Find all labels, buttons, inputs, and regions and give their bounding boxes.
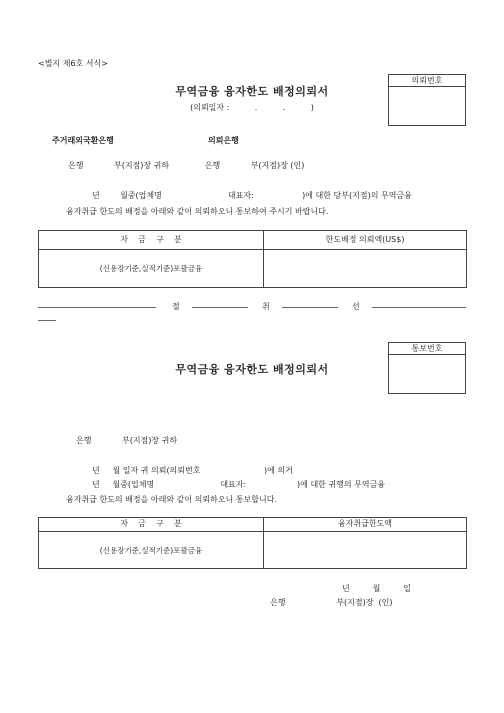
notice-number-label: 통보번호 bbox=[411, 344, 443, 353]
body-line-2: 융자취급 한도의 배정을 아래와 같이 의뢰하오니 통보하여 주시기 바랍니다. bbox=[66, 207, 329, 216]
form-title: 무역금융 융자한도 배정의뢰서 bbox=[175, 85, 329, 98]
fund-category-header-2: 자 금 구 분 bbox=[120, 519, 182, 528]
request-number-box bbox=[388, 74, 466, 126]
loan-limit-header: 융자취급한도액 bbox=[337, 519, 393, 528]
form-reference: <별지 제6호 서식> bbox=[38, 59, 108, 68]
addressee-line-2: 은행 부(지점)장 귀하 bbox=[76, 436, 178, 445]
cut-line-segment bbox=[38, 307, 156, 308]
cut-line-segment bbox=[192, 307, 248, 308]
cut-line-char-3: 선 bbox=[352, 302, 360, 311]
form-title-2: 무역금융 융자한도 배정의뢰서 bbox=[175, 363, 329, 376]
table-header-divider bbox=[39, 531, 466, 532]
notice-number-box-divider bbox=[389, 354, 465, 355]
requested-amount-header: 한도배정 의뢰액(US$) bbox=[325, 235, 405, 244]
cut-line-segment bbox=[282, 307, 338, 308]
body-line-1: 년 월중(업체명 대표자: )에 대한 당부(지점)의 무역금융 bbox=[92, 191, 412, 200]
body-line-2-2: 년 월중(업체명 대표자: )에 대한 귀행의 무역금융 bbox=[92, 480, 386, 489]
fund-category-header: 자 금 구 분 bbox=[120, 235, 182, 244]
cut-line-char-1: 절 bbox=[172, 302, 180, 311]
cut-line-char-2: 취 bbox=[262, 302, 270, 311]
body-line-2-1: 년 월 일자 귀 의뢰(의뢰번호 )에 의거 bbox=[92, 466, 293, 475]
cut-line-segment bbox=[372, 307, 466, 308]
request-number-label: 의뢰번호 bbox=[411, 76, 443, 85]
main-bank-label: 주거래외국환은행 bbox=[52, 136, 114, 145]
table-header-divider bbox=[39, 249, 466, 250]
signature-line: 은행 부(지점)장 (인) bbox=[270, 598, 393, 607]
allocation-table bbox=[38, 230, 467, 288]
date-line: 년 월 일 bbox=[342, 584, 411, 593]
fund-category-value-2: (신용장기준,실적기준)포괄금융 bbox=[99, 546, 203, 555]
fund-category-value: (신용장기준,실적기준)포괄금융 bbox=[99, 264, 203, 273]
body-line-2-3: 융자취급 한도의 배정을 아래와 같이 의뢰하오니 통보합니다. bbox=[66, 495, 277, 504]
request-date: (의뢰일자 : . . ) bbox=[190, 103, 314, 112]
cut-line-segment bbox=[38, 320, 56, 321]
limit-table bbox=[38, 517, 467, 569]
addressee-line: 은행 부(지점)장 귀하 은행 부(지점)장 (인) bbox=[68, 161, 305, 170]
requesting-bank-label: 의뢰은행 bbox=[208, 136, 239, 145]
